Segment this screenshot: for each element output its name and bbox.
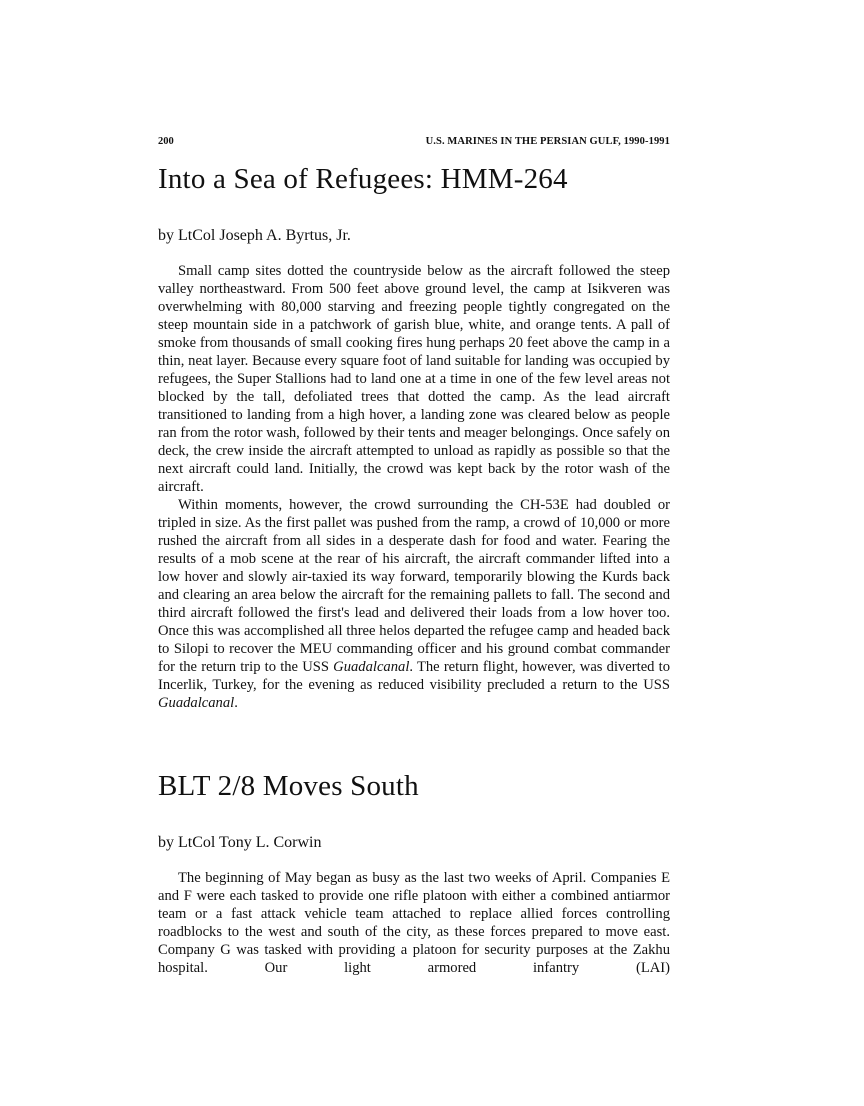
paragraph-text: Within moments, however, the crowd surrounding the CH-53E had doubled or tripled in size. As the first pallet was pushed from the ramp, a crowd of 10,000 or more rushed the aircraft from all sides in a desperate dash for food and water. Fearing the results of a mob scene at the rear of his aircraft, the aircraft commander lifted into a low hover and slowly air-taxied its way forward, temporarily blowing the Kurds back and clearing an area below the aircraft for the remaining pallets to fall. The second and third aircraft followed the first's lead and delivered their loads from a low hover too. Once this was accomplished all three helos departed the refugee camp and headed back to Silopi to recover the MEU commanding officer and his ground combat commander for the return trip to the USS — [158, 497, 670, 675]
paragraph — [158, 496, 670, 712]
section-title: BLT 2/8 Moves South — [158, 770, 419, 802]
paragraph-text: The beginning of May began as busy as the last two weeks of April. Companies E and F were each tasked to provide one rifle platoon with either a combined antiarmor team or a fast attack vehicle team attached to replace allied forces controlling roadblocks to the west and south of the city, as these forces prepared to move east. Company G was tasked with providing a platoon for security purposes at the Zakhu hospital. Our light armored infantry (LAI) — [158, 870, 670, 976]
section-byline: by LtCol Tony L. Corwin — [158, 834, 322, 851]
paragraph — [158, 869, 670, 977]
running-head-title: U.S. MARINES IN THE PERSIAN GULF, 1990-1991 — [425, 136, 670, 147]
paragraph-text: . The return flight, however, was diverted to Incerlik, Turkey, for the evening as reduced visibility precluded a return to the USS — [158, 659, 670, 693]
section-byline: by LtCol Joseph A. Byrtus, Jr. — [158, 227, 351, 244]
section-body — [158, 262, 670, 712]
ship-name: Guadalcanal — [158, 695, 235, 711]
paragraph-text: . — [234, 695, 238, 711]
page-number: 200 — [158, 136, 174, 147]
section-title: Into a Sea of Refugees: HMM-264 — [158, 163, 568, 195]
section-body — [158, 869, 670, 977]
paragraph — [158, 262, 670, 496]
paragraph-text: Small camp sites dotted the countryside below as the aircraft followed the steep valley northeastward. From 500 feet above ground level, the camp at Isikveren was overwhelming with 80,000 starving and freezing people tightly congregated on the steep mountain side in a patchwork of garish blue, white, and orange tents. A pall of smoke from thousands of small cooking fires hung perhaps 20 feet above the camp in a thin, neat layer. Because every square foot of land suitable for landing was occupied by refugees, the Super Stallions had to land one at a time in one of the few level areas not blocked by the tall, defoliated trees that dotted the camp. As the lead aircraft transitioned to landing from a high hover, a landing zone was cleared below as people ran from the rotor wash, followed by their tents and meager belongings. Once safely on deck, the crew inside the aircraft attempted to unload as rapidly as possible so that the next aircraft could land. Initially, the crowd was kept back by the rotor wash of the aircraft. — [158, 263, 670, 495]
ship-name: Guadalcanal — [333, 659, 410, 675]
